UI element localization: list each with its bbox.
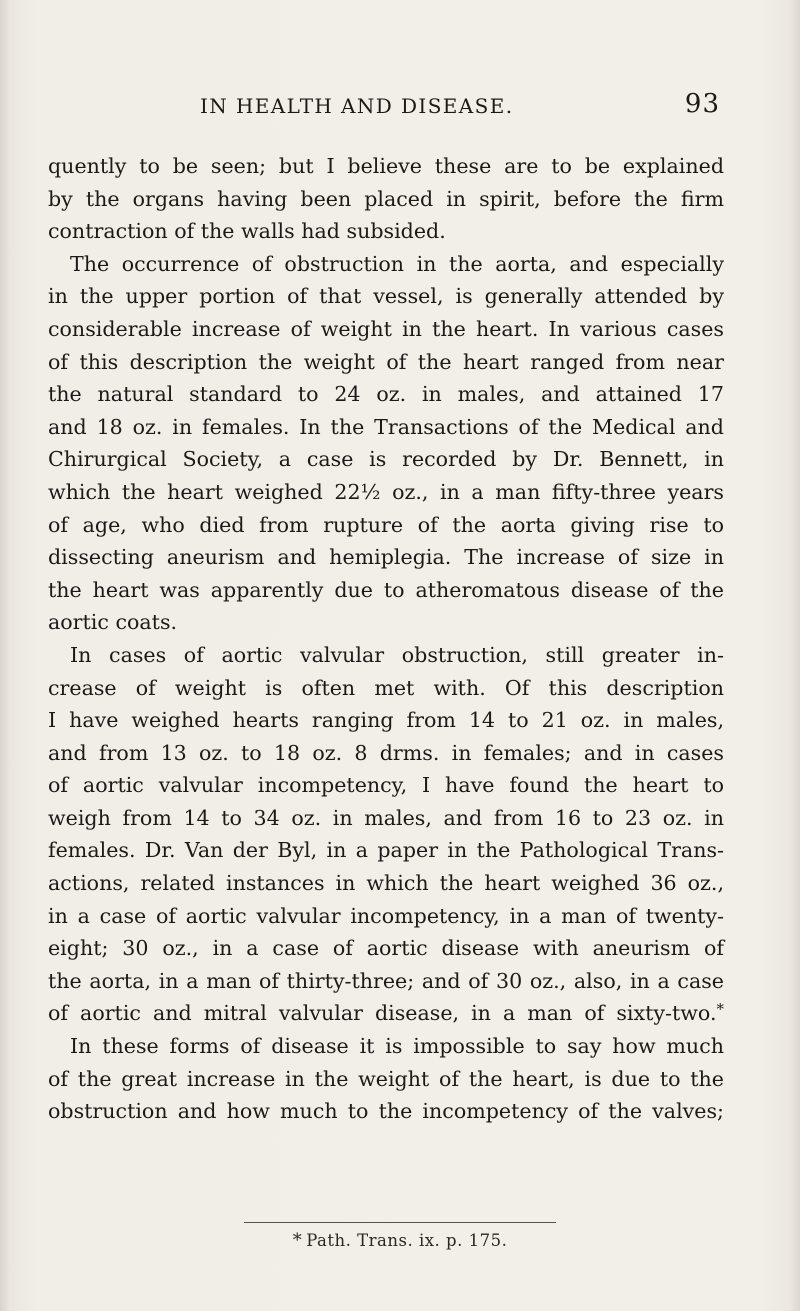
text-line-content: of aortic and mitral valvular disease, in a man of sixty-two. xyxy=(48,1001,717,1026)
text-line: In cases of aortic valvular obstruction, still greater in- xyxy=(70,642,724,667)
text-line: and from 13 oz. to 18 oz. 8 drms. in females; and in cases xyxy=(48,740,724,765)
text-line: weigh from 14 to 34 oz. in males, and from 16 to 23 oz. in xyxy=(48,805,724,830)
text-line: in a case of aortic valvular incompetency, in a man of twenty- xyxy=(48,903,724,928)
footnote-reference: * xyxy=(716,1000,724,1019)
text-line: The occurrence of obstruction in the aorta, and especially xyxy=(70,251,724,276)
text-line: of age, who died from rupture of the aorta giving rise to xyxy=(48,512,724,537)
text-line: the heart was apparently due to atheromatous disease of the xyxy=(48,577,724,602)
text-line: I have weighed hearts ranging from 14 to 21 oz. in males, xyxy=(48,708,724,733)
footnote-marker: * xyxy=(292,1230,303,1251)
text-line: in the upper portion of that vessel, is generally attended by xyxy=(48,284,724,309)
text-line: aortic coats. xyxy=(48,610,178,635)
text-line: quently to be seen; but I believe these are to be explained xyxy=(48,154,724,178)
text-line: contraction of the walls had subsided. xyxy=(48,219,446,244)
running-head-title: IN HEALTH AND DISEASE. xyxy=(200,94,514,118)
text-line: obstruction and how much to the incompetency of the valves; xyxy=(48,1099,724,1124)
text-line-with-footnote-ref xyxy=(48,997,724,1030)
page-number: 93 xyxy=(684,89,720,119)
footnote xyxy=(0,1230,800,1251)
text-line: of aortic valvular incompetency, I have found the heart to xyxy=(48,773,724,798)
text-line: In these forms of disease it is impossible to say how much xyxy=(70,1034,724,1059)
text-line: Chirurgical Society, a case is recorded by Dr. Bennett, in xyxy=(48,447,724,472)
text-line: considerable increase of weight in the heart. In various cases xyxy=(48,316,724,341)
text-line: crease of weight is often met with. Of this description xyxy=(48,675,724,700)
body-text xyxy=(48,150,724,1128)
text-line: the natural standard to 24 oz. in males, and attained 17 xyxy=(48,382,724,407)
text-line: dissecting aneurism and hemiplegia. The increase of size in xyxy=(48,545,724,570)
text-line: the aorta, in a man of thirty-three; and of 30 oz., also, in a case xyxy=(48,968,724,993)
footnote-text: Path. Trans. ix. p. 175. xyxy=(306,1231,508,1250)
text-line: eight; 30 oz., in a case of aortic disease with aneurism of xyxy=(48,936,724,961)
text-line: by the organs having been placed in spirit, before the firm xyxy=(48,186,724,211)
text-line: and 18 oz. in females. In the Transactions of the Medical and xyxy=(48,414,724,439)
text-line: which the heart weighed 22½ oz., in a man fifty-three years xyxy=(48,479,724,504)
text-line: of this description the weight of the heart ranged from near xyxy=(48,349,724,374)
running-head xyxy=(200,89,720,122)
footnote-divider xyxy=(244,1222,556,1223)
text-line: females. Dr. Van der Byl, in a paper in the Pathological Trans- xyxy=(48,838,724,863)
text-line: actions, related instances in which the heart weighed 36 oz., xyxy=(48,871,724,896)
text-line: of the great increase in the weight of the heart, is due to the xyxy=(48,1066,724,1091)
